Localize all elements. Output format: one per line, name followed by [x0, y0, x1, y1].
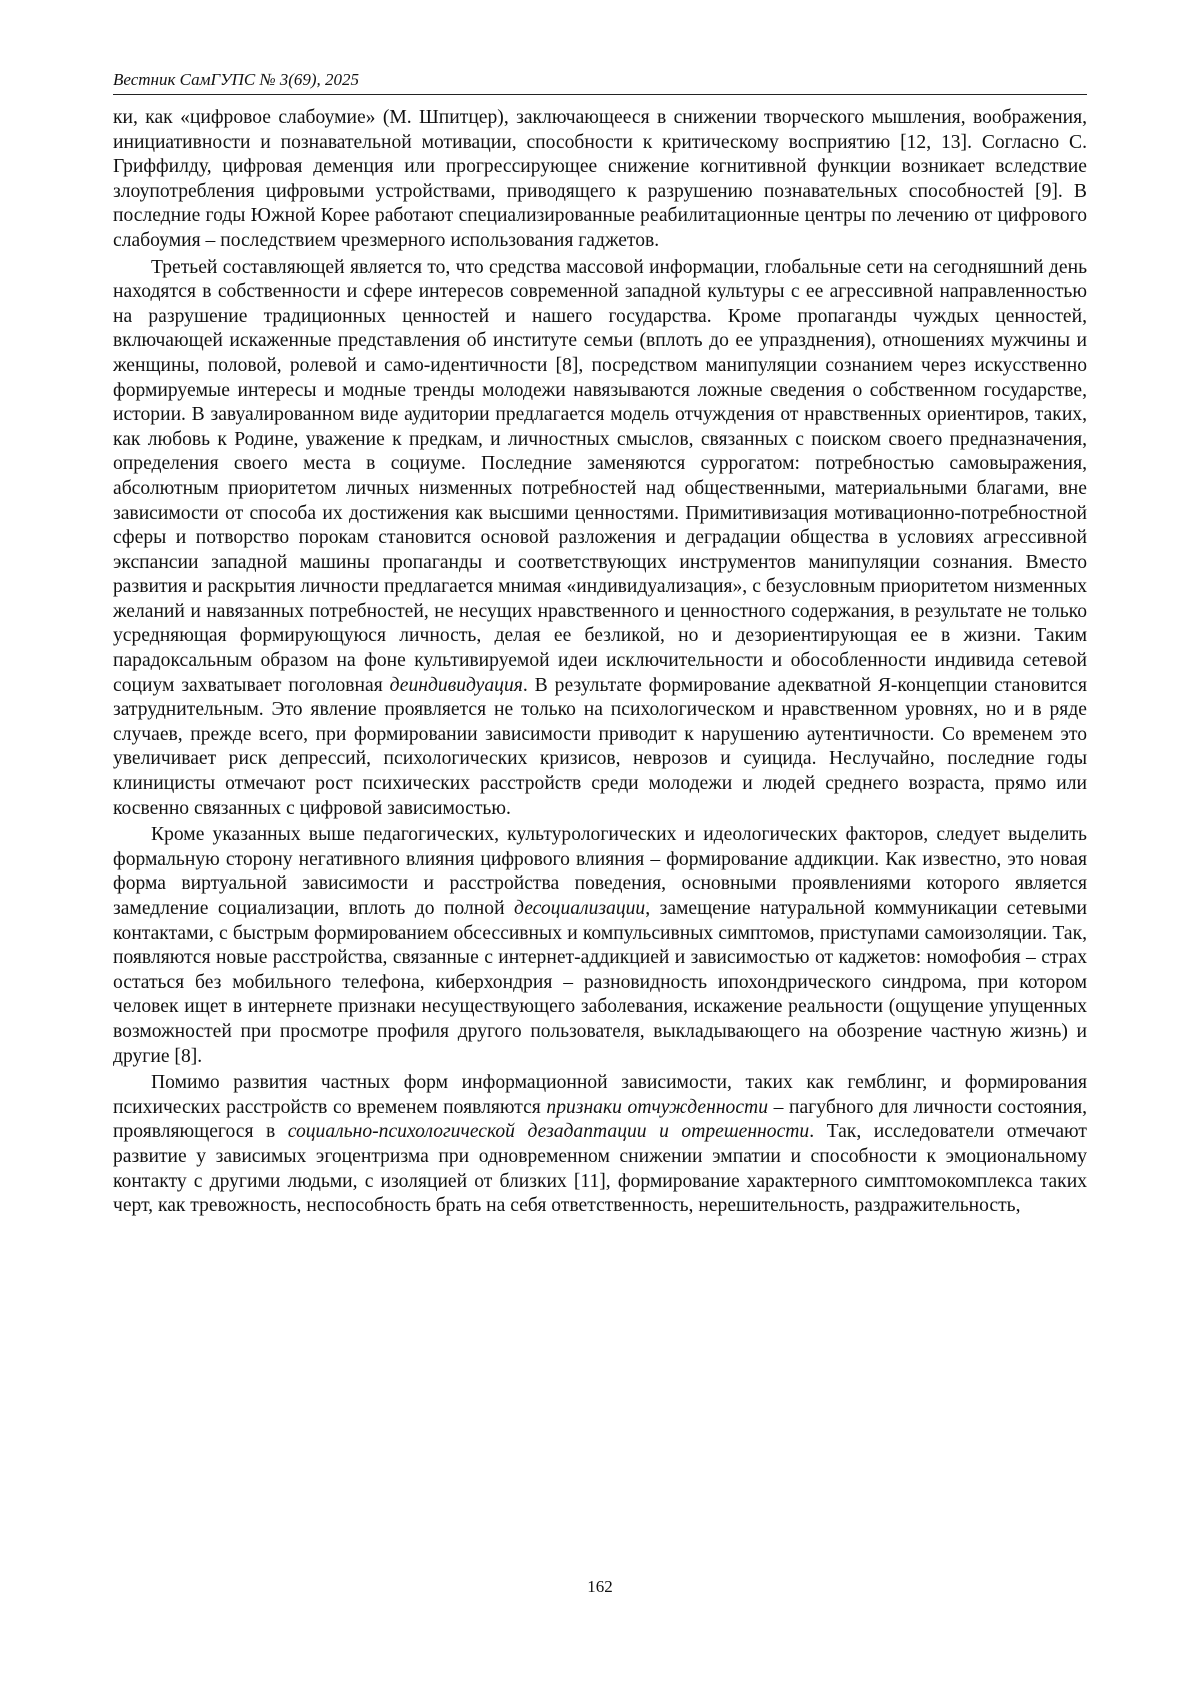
paragraph-1-text: ки, как «цифровое слабоумие» (М. Шпитцер), заключающееся в снижении творческого мышления, воображения, инициативности и познавательной мотивации, способности к критическому восприятию [12, 13]. Согласно С. Гриффилду, цифровая деменция или прогрессирующее снижение когнитивной функции возникает вследствие злоупотребления цифровыми устройствами, приводящего к разрушению познавательных способностей [9]. В последние годы Южной Корее работают специализированные реабилитационные центры по лечению от цифрового слабоумия – последствием чрезмерного использования гаджетов. — [113, 107, 1087, 251]
paragraph-2-emphasis: деиндивидуация — [389, 674, 523, 696]
paragraph-2 — [113, 256, 1087, 822]
paragraph-4-text-a: Помимо развития частных форм информационной зависимости, таких как гемблинг, и формирования психических расстройств со временем появляются — [113, 1072, 1087, 1118]
paragraph-3 — [113, 823, 1087, 1069]
paragraph-3-text-a: Кроме указанных выше педагогических, культурологических и идеологических факторов, следует выделить формальную сторону негативного влияния цифрового влияния – формирование аддикции. Как известно, это новая форма виртуальной зависимости и расстройства поведения, основными проявлениями которого является замедление социализации, вплоть до полной — [113, 824, 1087, 919]
paragraph-4-text-c: . Так, исследователи отмечают развитие у зависимых эгоцентризма при одновременном снижении эмпатии и способности к эмоциональному контакту с другими людьми, с изоляцией от близких [11], формирование характерного симптомокомплекса таких черт, как тревожность, неспособность брать на себя ответственность, нерешительность, раздражительность, — [113, 1121, 1087, 1217]
paragraph-3-emphasis: десоциализации — [514, 898, 646, 919]
paragraph-3-text-b: , замещение натуральной коммуникации сетевыми контактами, с быстрым формированием обсессивных и компульсивных симптомов, приступами самоизоляции. Так, появляются новые расстройства, связанные с интернет-аддикцией и зависимостью от каджетов: номофобия – страх остаться без мобильного телефона, киберхондрия – разновидность ипохондрического синдрома, при котором человек ищет в интернете признаки несуществующего заболевания, искажение реальности (ощущение упущенных возможностей при просмотре профиля другого пользователя, выкладывающего на обозрение частную жизнь) и другие [8]. — [113, 898, 1087, 1067]
page-number: 162 — [587, 1577, 613, 1596]
paragraph-1 — [113, 106, 1087, 254]
journal-title: Вестник СамГУПС № 3(69), 2025 — [113, 70, 360, 89]
paragraph-4-text-b: – пагубного для личности состояния, проявляющегося в — [113, 1096, 1087, 1143]
article-body — [113, 106, 1087, 1219]
paragraph-4 — [113, 1071, 1087, 1219]
paragraph-2-text-b: . В результате формирование адекватной Я-концепции становится затруднительным. Это явление проявляется не только на психологическом и нравственном уровнях, но и в ряде случаев, прежде всего, при формировании зависимости приводит к нарушению аутентичности. Со временем это увеличивает риск депрессий, психологических кризисов, неврозов и суицида. Неслучайно, последние годы клиницисты отмечают рост психических расстройств среди молодежи и людей среднего возраста, прямо или косвенно связанных с цифровой зависимостью. — [113, 674, 1087, 819]
paragraph-4-emphasis-b: социально-психологической дезадаптации и отрешенности — [287, 1121, 810, 1143]
page-footer — [0, 1577, 1200, 1597]
running-header — [113, 70, 1087, 95]
paragraph-2-text-a: Третьей составляющей является то, что средства массовой информации, глобальные сети на сегодняшний день находятся в собственности и сфере интересов современной западной культуры с ее агрессивной направленностью на разрушение традиционных ценностей и нашего государства. Кроме пропаганды чуждых ценностей, включающей искаженные представления об институте семьи (вплоть до ее упразднения), отношениях мужчины и женщины, половой, ролевой и само-идентичности [8], посредством манипуляции сознанием через искусственно формируемые интересы и модные тренды молодежи навязываются ложные сведения о собственном государстве, истории. В завуалированном виде аудитории предлагается модель отчуждения от нравственных ориентиров, таких, как любовь к Родине, уважение к предкам, и личностных смыслов, связанных с поиском своего предназначения, определения своего места в социуме. Последние заменяются суррогатом: потребностью самовыражения, абсолютным приоритетом личных низменных потребностей над общественными, материальными благами, вне зависимости от способа их достижения как высшими ценностями. Примитивизация мотивационно-потребностной сферы и потворство порокам становится основой разложения и деградации общества в условиях агрессивной экспансии западной машины пропаганды и соответствующих инструментов манипуляции сознания. Вместо развития и раскрытия личности предлагается мнимая «индивидуализация», с безусловным приоритетом низменных желаний и навязанных потребностей, не несущих нравственного и ценностного содержания, в результате не только усредняющая формирующуюся личность, делая ее безликой, но и дезориентирующая ее в жизни. Таким парадоксальным образом на фоне культивируемой идеи исключительности и обособленности индивида сетевой социум захватывает поголовная — [113, 256, 1087, 696]
paragraph-4-emphasis-a: признаки отчужденности — [546, 1096, 769, 1118]
